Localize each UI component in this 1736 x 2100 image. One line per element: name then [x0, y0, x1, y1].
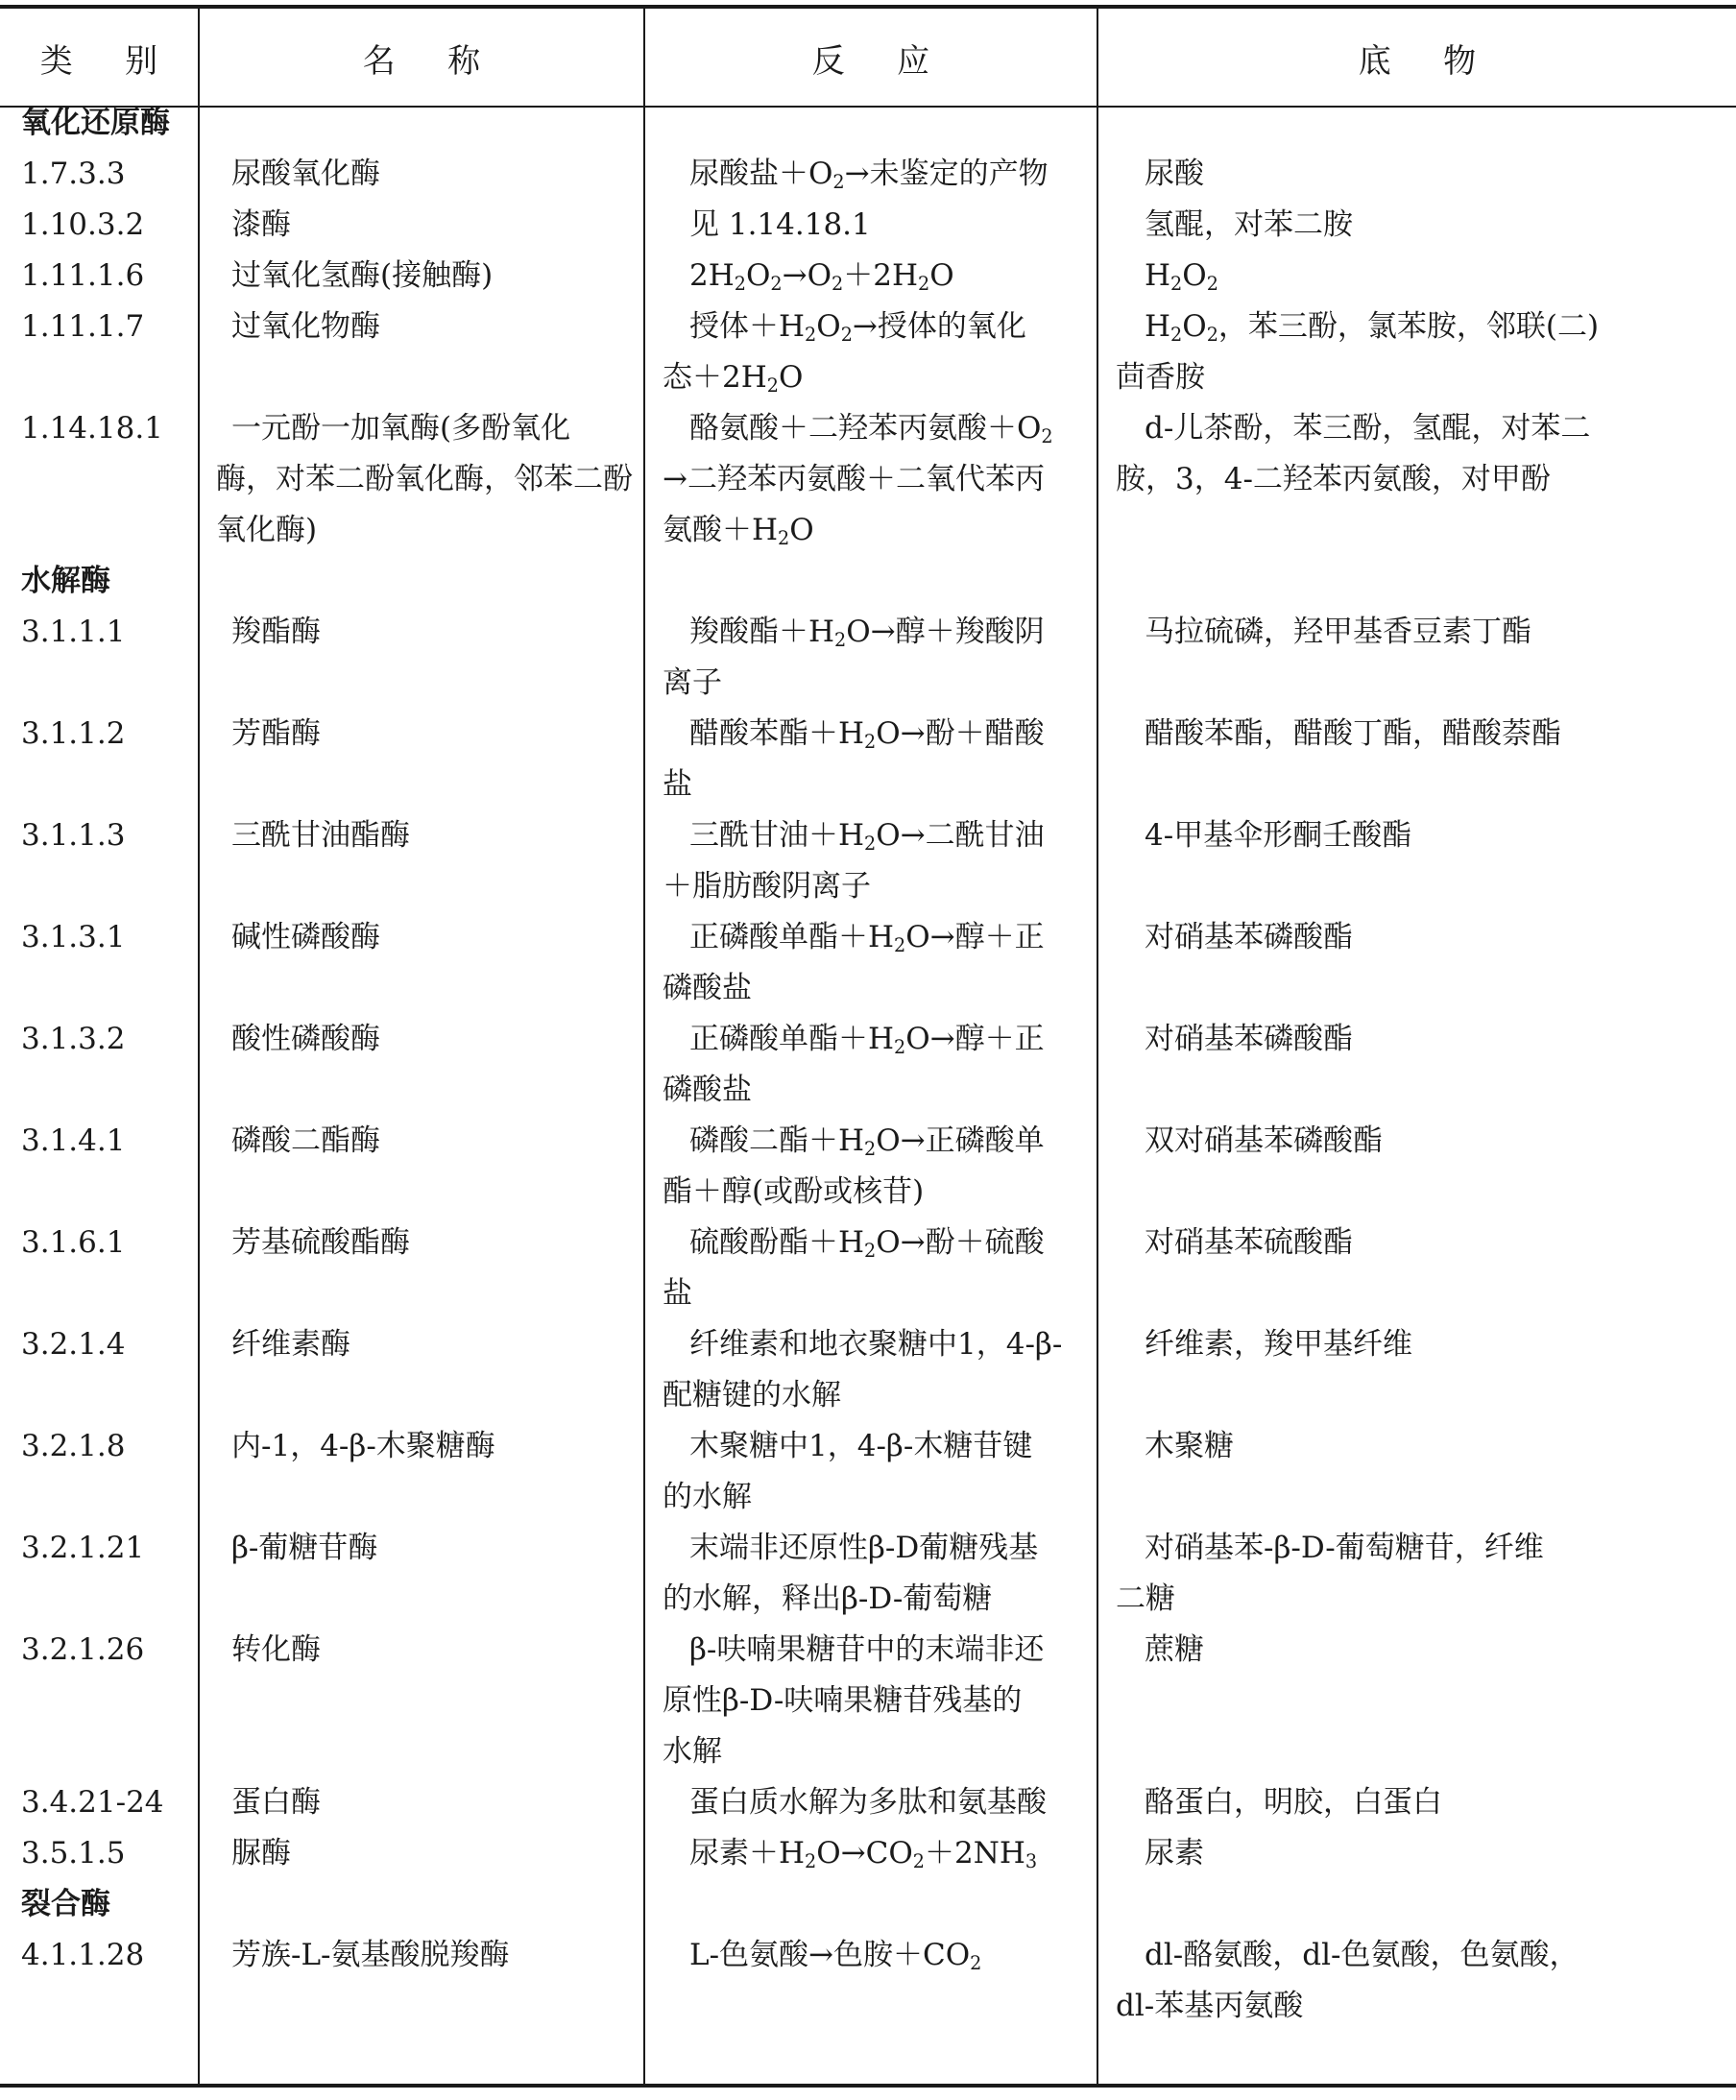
enzyme-name: 酶，对苯二酚氧化酶，邻苯二酚: [216, 462, 633, 496]
ec-number: 3.5.1.5: [21, 1836, 126, 1871]
ec-number: 3.2.1.4: [21, 1327, 126, 1362]
reaction-text: 态$+2H_2O$: [663, 360, 804, 397]
reaction-text: $2H_2O_2\to O_2+2H_2O$: [689, 258, 954, 295]
enzyme-name: 芳酯酶: [231, 716, 321, 751]
reaction-text: 原性β-D-呋喃果糖苷残基的: [663, 1683, 1023, 1718]
reaction-text: 离子: [663, 665, 722, 700]
enzyme-name: 过氧化氢酶(接触酶): [231, 258, 494, 293]
enzyme-name: 过氧化物酶: [231, 309, 380, 344]
substrate-text: d-儿茶酚，苯三酚，氢醌，对苯二: [1145, 411, 1591, 446]
reaction-text: 磷酸盐: [663, 971, 752, 1005]
header-reaction: 反应: [811, 41, 982, 81]
column-divider: [198, 8, 200, 2086]
category-label: 水解酶: [21, 564, 110, 598]
substrate-text: 酪蛋白，明胶，白蛋白: [1145, 1785, 1442, 1820]
reaction-text: 硫酸酚酯$+H_2O\to$酚＋硫酸: [689, 1225, 1045, 1262]
substrate-text: 二糖: [1116, 1581, 1175, 1616]
substrate-text: 氢醌，对苯二胺: [1145, 207, 1353, 242]
substrate-text: 胺，3，4-二羟苯丙氨酸，对甲酚: [1116, 462, 1551, 496]
reaction-text: 末端非还原性β-D葡糖残基: [689, 1531, 1039, 1565]
substrate-text: 对硝基苯磷酸酯: [1145, 920, 1353, 954]
substrate-text: 对硝基苯-β-D-葡萄糖苷，纤维: [1145, 1531, 1544, 1565]
bottom-rule: [0, 2084, 1736, 2088]
enzyme-name: 尿酸氧化酶: [231, 157, 380, 191]
reaction-text: 羧酸酯$+H_2O\to$醇＋羧酸阴: [689, 615, 1045, 651]
substrate-text: 蔗糖: [1145, 1632, 1204, 1667]
enzyme-name: 芳族-L-氨基酸脱羧酶: [231, 1938, 510, 1972]
substrate-text: 双对硝基苯磷酸酯: [1145, 1123, 1383, 1158]
substrate-text: 醋酸苯酯，醋酸丁酯，醋酸萘酯: [1145, 716, 1561, 751]
enzyme-name: 转化酶: [231, 1632, 321, 1667]
substrate-text: 纤维素，羧甲基纤维: [1145, 1327, 1412, 1362]
reaction-text: 尿素$+H_2O\to CO_2+2NH_3$: [689, 1836, 1038, 1872]
ec-number: 1.11.1.6: [21, 258, 145, 293]
reaction-text: →二羟苯丙氨酸＋二氧代苯丙: [663, 462, 1045, 496]
reaction-text: L-色氨酸→色胺$+CO_2$: [689, 1938, 982, 1974]
enzyme-name: 酸性磷酸酶: [231, 1022, 380, 1056]
column-divider: [1097, 8, 1098, 2086]
reaction-text: 磷酸盐: [663, 1073, 752, 1107]
reaction-text: 盐: [663, 1276, 692, 1311]
reaction-text: 三酰甘油$+H_2O\to$二酰甘油: [689, 818, 1045, 855]
substrate-text: 对硝基苯磷酸酯: [1145, 1022, 1353, 1056]
ec-number: 3.1.1.1: [21, 615, 126, 649]
reaction-text: 酪氨酸＋二羟苯丙氨酸$+O_2$: [689, 411, 1053, 447]
ec-number: 3.2.1.8: [21, 1429, 126, 1463]
ec-number: 3.1.1.3: [21, 818, 126, 853]
category-label: 氧化还原酶: [21, 106, 170, 140]
reaction-text: 蛋白质水解为多肽和氨基酸: [689, 1785, 1047, 1820]
ec-number: 3.1.3.2: [21, 1022, 126, 1056]
ec-number: 4.1.1.28: [21, 1938, 145, 1972]
reaction-text: 醋酸苯酯$+H_2O\to$酚＋醋酸: [689, 716, 1045, 753]
column-divider: [643, 8, 645, 2086]
enzyme-name: 一元酚一加氧酶(多酚氧化: [231, 411, 571, 446]
substrate-text: 尿素: [1145, 1836, 1204, 1871]
header-name: 名称: [362, 41, 533, 81]
reaction-text: ＋脂肪酸阴离子: [663, 869, 871, 904]
substrate-text: $H_2O_2$: [1145, 258, 1218, 295]
enzyme-name: 羧酯酶: [231, 615, 321, 649]
ec-number: 1.7.3.3: [21, 157, 126, 191]
substrate-text: 木聚糖: [1145, 1429, 1234, 1463]
substrate-text: 茴香胺: [1116, 360, 1205, 395]
reaction-text: 正磷酸单酯$+H_2O\to$醇＋正: [689, 1022, 1045, 1058]
reaction-text: 磷酸二酯$+H_2O\to$正磷酸单: [689, 1123, 1045, 1160]
reaction-text: 水解: [663, 1734, 722, 1769]
ec-number: 1.10.3.2: [21, 207, 145, 242]
substrate-text: 尿酸: [1145, 157, 1204, 191]
header-category: 类别: [39, 41, 210, 81]
category-label: 裂合酶: [21, 1887, 110, 1921]
reaction-text: 纤维素和地衣聚糖中1，4-β-: [689, 1327, 1063, 1362]
reaction-text: 正磷酸单酯$+H_2O\to$醇＋正: [689, 920, 1045, 956]
reaction-text: 的水解: [663, 1480, 752, 1514]
reaction-text: 盐: [663, 767, 692, 802]
enzyme-name: 碱性磷酸酶: [231, 920, 380, 954]
reaction-text: 授体$+H_2O_2\to$授体的氧化: [689, 309, 1026, 346]
reaction-text: 氨酸$+H_2O$: [663, 513, 814, 549]
enzyme-name: 漆酶: [231, 207, 291, 242]
enzyme-name: 芳基硫酸酯酶: [231, 1225, 410, 1260]
enzyme-name: 脲酶: [231, 1836, 291, 1871]
substrate-text: 4-甲基伞形酮壬酸酯: [1145, 818, 1412, 853]
enzyme-name: β-葡糖苷酶: [231, 1531, 378, 1565]
reaction-text: 木聚糖中1，4-β-木糖苷键: [689, 1429, 1033, 1463]
reaction-text: β-呋喃果糖苷中的末端非还: [689, 1632, 1045, 1667]
enzyme-name: 蛋白酶: [231, 1785, 321, 1820]
reaction-text: 尿酸盐$+O_2\to$未鉴定的产物: [689, 157, 1049, 193]
reaction-text: 酯＋醇(或酚或核苷): [663, 1174, 925, 1209]
enzyme-name: 内-1，4-β-木聚糖酶: [231, 1429, 495, 1463]
ec-number: 3.1.4.1: [21, 1123, 126, 1158]
enzyme-name: 磷酸二酯酶: [231, 1123, 380, 1158]
ec-number: 3.2.1.26: [21, 1632, 145, 1667]
ec-number: 3.1.6.1: [21, 1225, 126, 1260]
substrate-text: 马拉硫磷，羟甲基香豆素丁酯: [1145, 615, 1531, 649]
reaction-text: 的水解，释出β-D-葡萄糖: [663, 1581, 993, 1616]
substrate-text: 对硝基苯硫酸酯: [1145, 1225, 1353, 1260]
reaction-text: 见 1.14.18.1: [689, 207, 871, 242]
ec-number: 1.11.1.7: [21, 309, 145, 344]
substrate-text: dl-酪氨酸，dl-色氨酸，色氨酸，: [1145, 1938, 1579, 1972]
enzyme-name: 纤维素酶: [231, 1327, 350, 1362]
reaction-text: 配糖键的水解: [663, 1378, 841, 1412]
ec-number: 3.4.21-24: [21, 1785, 164, 1820]
ec-number: 3.2.1.21: [21, 1531, 145, 1565]
ec-number: 3.1.1.2: [21, 716, 126, 751]
substrate-text: dl-苯基丙氨酸: [1116, 1989, 1304, 2023]
enzyme-name: 三酰甘油酯酶: [231, 818, 410, 853]
substrate-text: $H_2O_2$，苯三酚，氯苯胺，邻联(二): [1145, 309, 1600, 346]
header-substrate: 底物: [1358, 41, 1529, 81]
ec-number: 1.14.18.1: [21, 411, 163, 446]
enzyme-name: 氧化酶): [216, 513, 318, 547]
ec-number: 3.1.3.1: [21, 920, 126, 954]
